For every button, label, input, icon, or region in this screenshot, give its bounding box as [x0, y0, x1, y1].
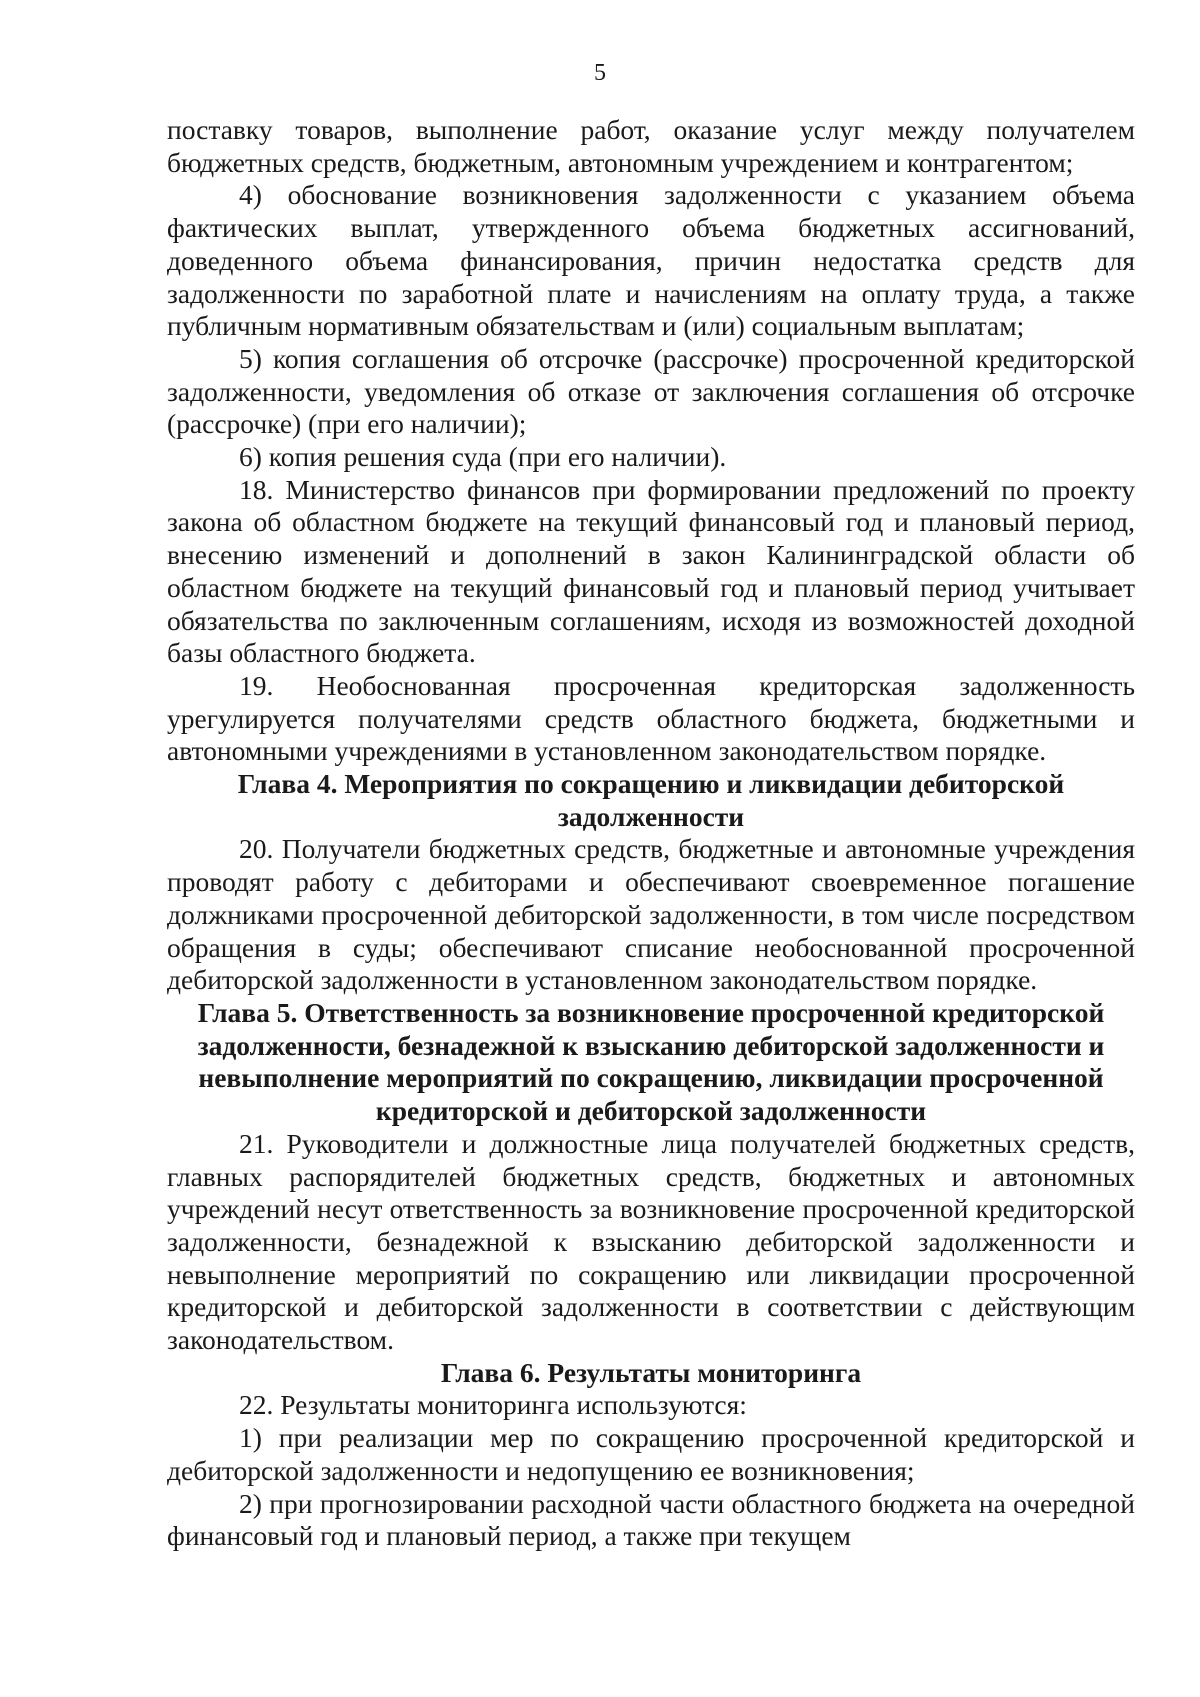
clause-22-item-1: 1) при реализации мер по сокращению просроченной кредиторской и дебиторской задолженности и недопущению ее возникновения; — [167, 1422, 1135, 1486]
chapter-4-heading: Глава 4. Мероприятия по сокращению и ликвидации дебиторской задолженности — [237, 768, 1065, 832]
clause-18: 18. Министерство финансов при формировании предложений по проекту закона об областном бюджете на текущий финансовый год и плановый период, внесению изменений и дополнений в закон Калининградской области об областном бюджете на текущий финансовый год и плановый период учитывает обязательства по заключенным соглашениям, исходя из возможностей доходной базы областного бюджета. — [167, 473, 1135, 669]
clause-19: 19. Необоснованная просроченная кредиторская задолженность урегулируется получателями средств областного бюджета, бюджетными и автономными учреждениями в установленном законодательством порядке. — [167, 669, 1135, 767]
list-item-4: 4) обоснование возникновения задолженности с указанием объема фактических выплат, утвержденного объема бюджетных ассигнований, доведенного объема финансирования, причин недостатка средств для задолженности по заработной плате и начислениям на оплату труда, а также публичным нормативным обязательствам и (или) социальным выплатам; — [167, 179, 1135, 342]
chapter-6-heading: Глава 6. Результаты мониторинга — [440, 1356, 862, 1388]
paragraph-continuation: поставку товаров, выполнение работ, оказание услуг между получателем бюджетных средств, бюджетным, автономным учреждением и контрагентом; — [167, 114, 1135, 178]
document-body — [167, 114, 1135, 1553]
clause-20: 20. Получатели бюджетных средств, бюджетные и автономные учреждения проводят работу с дебиторами и обеспечивают своевременное погашение должниками просроченной дебиторской задолженности, в том числе посредством обращения в суды; обеспечивают списание необоснованной просроченной дебиторской задолженности в установленном законодательством порядке. — [167, 833, 1135, 996]
page-number: 5 — [594, 60, 606, 86]
clause-21: 21. Руководители и должностные лица получателей бюджетных средств, главных распорядителей бюджетных средств, бюджетных и автономных учреждений несут ответственность за возникновение просроченной кредиторской задолженности, безнадежной к взысканию дебиторской задолженности и невыполнение мероприятий по сокращению или ликвидации просроченной кредиторской и дебиторской задолженности в соответствии с действующим законодательством. — [167, 1127, 1135, 1356]
clause-22-item-2: 2) при прогнозировании расходной части областного бюджета на очередной финансовый год и плановый период, а также при текущем — [167, 1487, 1135, 1552]
chapter-5-heading: Глава 5. Ответственность за возникновение просроченной кредиторской задолженности, безнадежной к взысканию дебиторской задолженности и невыполнение мероприятий по сокращению, ликвидации просроченной кредиторской и дебиторской задолженности — [197, 996, 1105, 1127]
clause-22: 22. Результаты мониторинга используются: — [239, 1389, 747, 1421]
list-item-5: 5) копия соглашения об отсрочке (рассрочке) просроченной кредиторской задолженности, уведомления об отказе от заключения соглашения об отсрочке (рассрочке) (при его наличии); — [167, 342, 1135, 440]
list-item-6: 6) копия решения суда (при его наличии). — [239, 441, 727, 473]
